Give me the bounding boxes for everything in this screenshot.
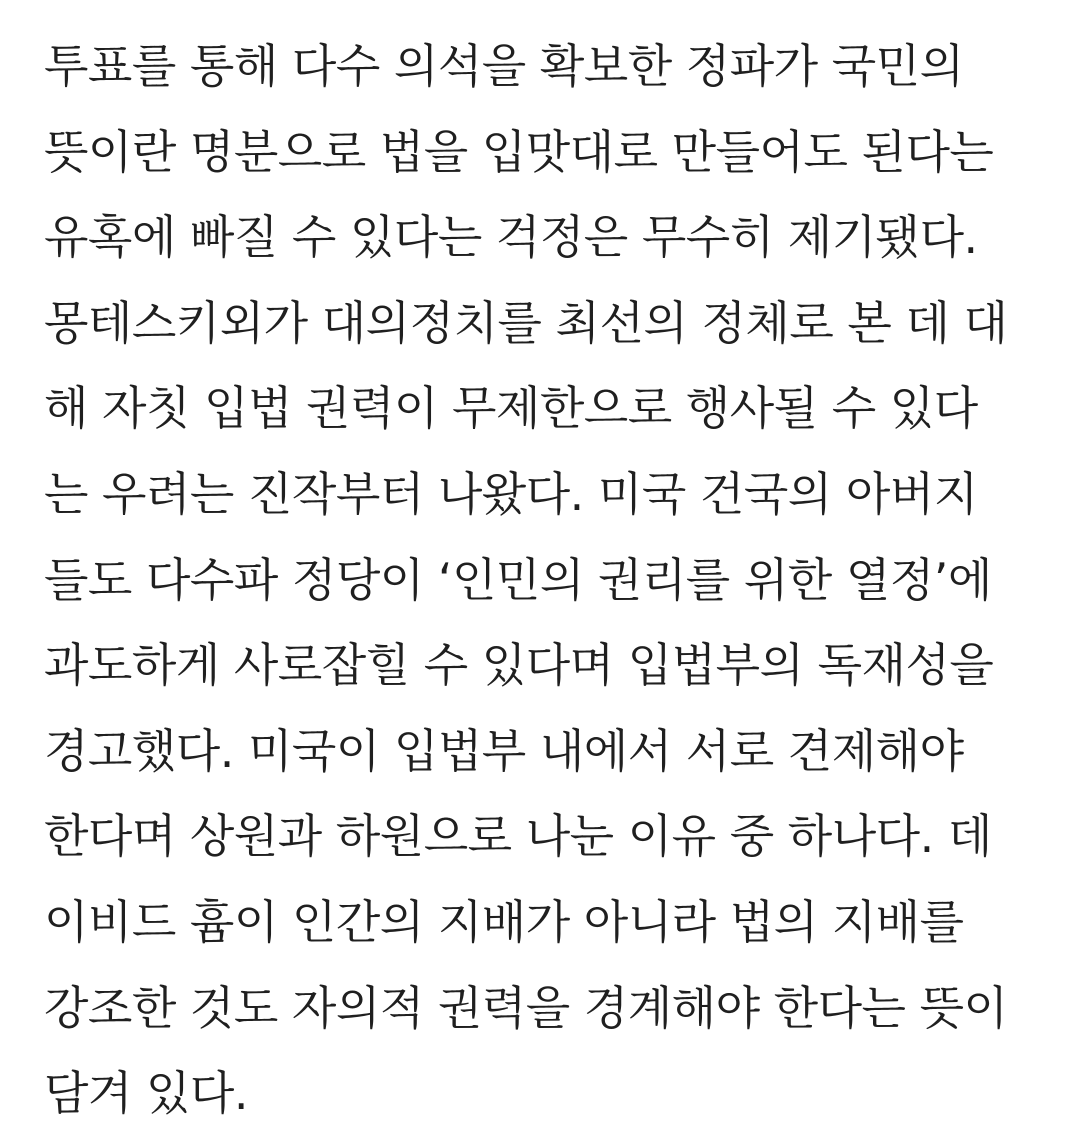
article-line: 과도하게 사로잡힐 수 있다며 입법부의 독재성을 — [44, 638, 994, 693]
article-line: 몽테스키외가 대의정치를 최선의 정체로 본 데 대 — [44, 295, 1008, 350]
article-line: 들도 다수파 정당이 ‘인민의 권리를 위한 열정’에 — [44, 552, 992, 607]
article-line: 유혹에 빠질 수 있다는 걱정은 무수히 제기됐다. — [44, 210, 978, 265]
article-line: 강조한 것도 자의적 권력을 경계해야 한다는 뜻이 — [44, 980, 1008, 1035]
article-body — [44, 24, 1054, 1137]
article-line: 투표를 통해 다수 의석을 확보한 정파가 국민의 — [44, 39, 964, 93]
article-line: 뜻이란 명분으로 법을 입맛대로 만들어도 된다는 — [44, 124, 994, 179]
article-line: 한다며 상원과 하원으로 나눈 이유 중 하나다. 데 — [44, 809, 992, 864]
article-line: 경고했다. 미국이 입법부 내에서 서로 견제해야 — [44, 723, 964, 778]
article-line: 담겨 있다. — [44, 1066, 248, 1121]
article-line: 해 자칫 입법 권력이 무제한으로 행사될 수 있다 — [44, 381, 978, 436]
article-line: 이비드 흄이 인간의 지배가 아니라 법의 지배를 — [44, 894, 964, 949]
article-line: 는 우려는 진작부터 나왔다. 미국 건국의 아버지 — [44, 466, 978, 521]
